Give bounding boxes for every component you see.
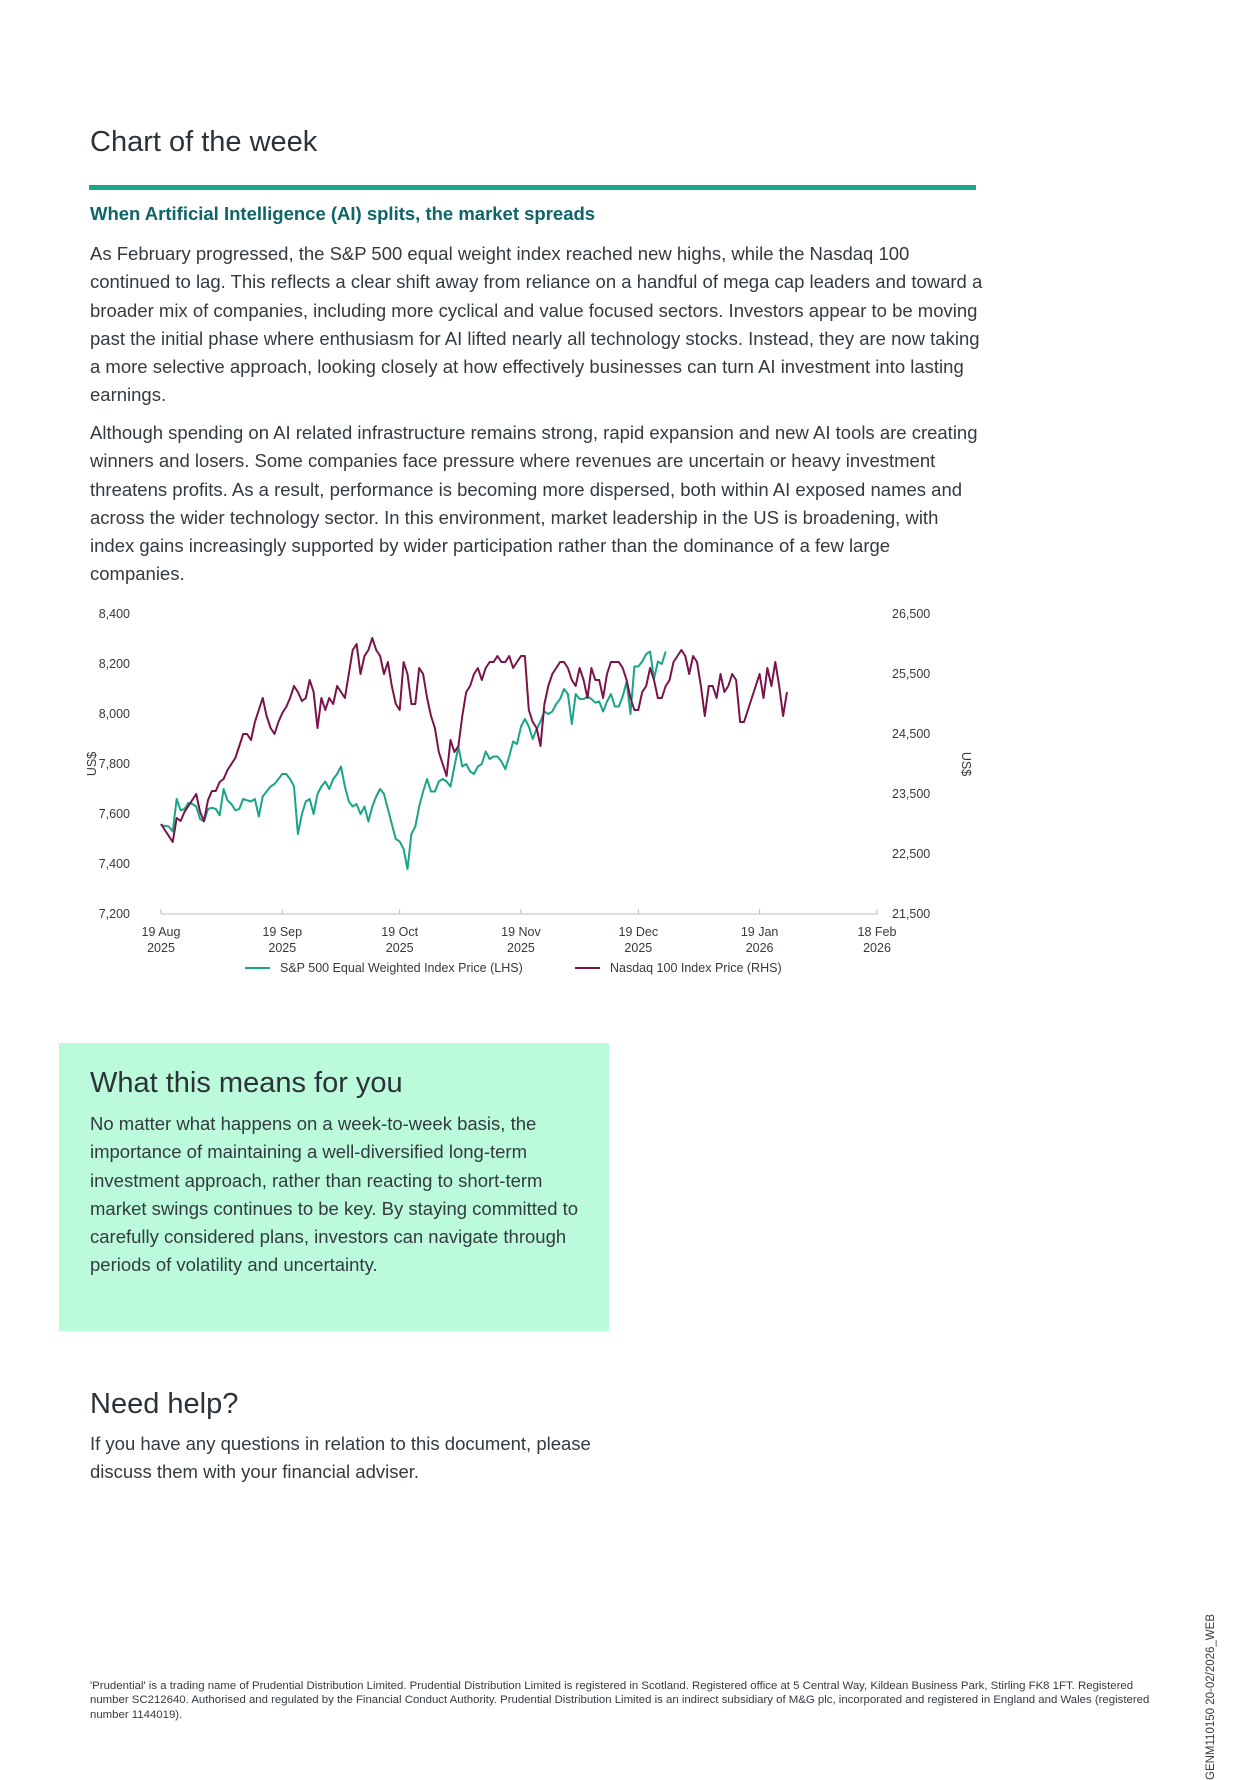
y-tick-left: 8,200 [98, 657, 130, 671]
page-title: Chart of the week [90, 126, 318, 158]
nasdaq-series-line [161, 638, 787, 842]
x-tick-label: 2026 [863, 941, 891, 955]
callout-box [59, 1043, 609, 1331]
x-tick-label: 2025 [507, 941, 535, 955]
y-tick-right: 26,500 [892, 607, 931, 621]
x-tick-label: 2025 [147, 941, 175, 955]
y-tick-left: 8,400 [98, 607, 130, 621]
x-tick-label: 2025 [268, 941, 297, 955]
y-tick-right: 22,500 [892, 847, 931, 861]
y-tick-right: 24,500 [892, 727, 931, 741]
body-paragraph-2: Although spending on AI related infrastructure remains strong, rapid expansion and new AI tools are creating winners and losers. Some companies face pressure where revenues are uncertain or heavy investment threatens profits. As a result, performance is becoming more dispersed, both within AI exposed names and across the wider technology sector. In this environment, market leadership in the US is broadening, with index gains increasingly supported by wider participation rather than the dominance of a few large companies. [90, 422, 978, 585]
footer-legal: 'Prudential' is a trading name of Prudential Distribution Limited. Prudential Distribution Limited is registered in Scotland. Registered office at 5 Central Way, Kildean Business Park, Stirling FK8 1FT. Registered number SC212640. Authorised and regulated by the Financial Conduct Authority. Prudential Distribution Limited is an indirect subsidiary of M&G plc, incorporated and registered in England and Wales (registered number 1144019). [90, 1680, 1150, 1721]
x-tick-label: 19 Aug [141, 925, 181, 939]
document-reference: GENM110150 20-02/2026_WEB [1205, 1614, 1217, 1780]
x-tick-label: 18 Feb [857, 925, 897, 939]
callout-title: What this means for you [90, 1067, 403, 1099]
y-tick-left: 7,400 [98, 857, 130, 871]
legend-label-sp500: S&P 500 Equal Weighted Index Price (LHS) [280, 961, 523, 975]
y-axis-label-right: US$ [959, 751, 973, 777]
y-tick-left: 8,000 [98, 707, 130, 721]
help-title: Need help? [90, 1388, 239, 1420]
legend-label-nasdaq: Nasdaq 100 Index Price (RHS) [610, 961, 782, 975]
chart-container [80, 600, 980, 1000]
x-tick-label: 19 Jan [740, 925, 779, 939]
y-tick-left: 7,800 [98, 757, 130, 771]
y-axis-label-left: US$ [85, 751, 99, 777]
x-tick-label: 2025 [624, 941, 653, 955]
y-tick-left: 7,200 [98, 907, 130, 921]
section-subtitle: When Artificial Intelligence (AI) splits, the market spreads [90, 203, 596, 224]
x-tick-label: 2026 [745, 941, 774, 955]
line-chart [80, 600, 980, 1000]
y-tick-right: 23,500 [892, 787, 931, 801]
callout-text: No matter what happens on a week-to-week basis, the importance of maintaining a well-diversified long-term investment approach, rather than reacting to short-term market swings continues to be key. By staying committed to carefully considered plans, investors can navigate through periods of volatility and uncertainty. [90, 1113, 579, 1276]
x-tick-label: 19 Nov [501, 925, 541, 939]
x-tick-label: 19 Oct [381, 925, 419, 939]
body-paragraph-1: As February progressed, the S&P 500 equal weight index reached new highs, while the Nasdaq 100 continued to lag. This reflects a clear shift away from reliance on a handful of mega cap leaders and toward a broader mix of companies, including more cyclical and value focused sectors. Investors appear to be moving past the initial phase where enthusiasm for AI lifted nearly all technology stocks. Instead, they are now taking a more selective approach, looking closely at how effectively businesses can turn AI investment into lasting earnings. [90, 243, 983, 406]
title-divider [89, 185, 976, 190]
x-tick-label: 19 Sep [262, 925, 303, 939]
y-tick-right: 25,500 [892, 667, 931, 681]
x-tick-label: 19 Dec [618, 925, 659, 939]
help-text: If you have any questions in relation to this document, please discuss them with your financial adviser. [90, 1433, 591, 1483]
x-tick-label: 2025 [385, 941, 414, 955]
y-tick-left: 7,600 [98, 807, 130, 821]
y-tick-right: 21,500 [892, 907, 931, 921]
